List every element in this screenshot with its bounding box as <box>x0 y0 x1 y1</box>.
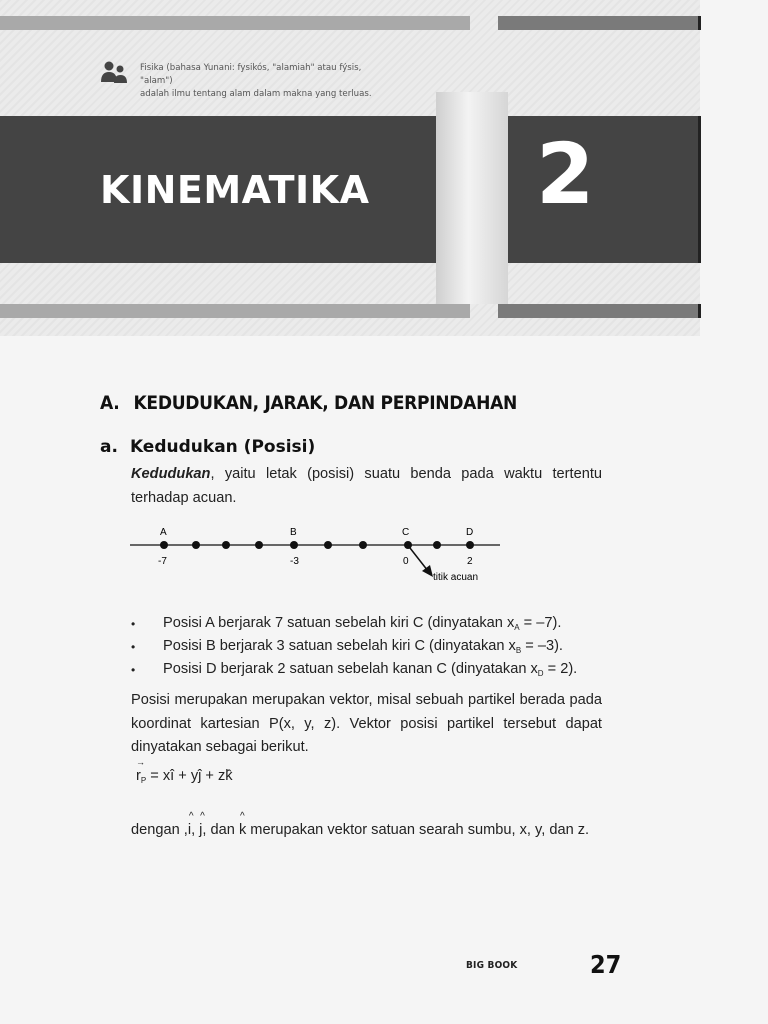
point-value: -3 <box>290 556 299 567</box>
point-label: A <box>160 527 167 538</box>
list-item-text: Posisi D berjarak 2 satuan sebelah kanan C (dinyatakan $x_D = 2$). <box>163 661 578 678</box>
tick-point <box>433 541 441 549</box>
bullet-dot: • <box>131 616 136 631</box>
tick-point <box>222 541 230 549</box>
list-item-text: Posisi B berjarak 3 satuan sebelah kiri C (dinyatakan $x_B = -3$). <box>163 638 563 655</box>
point-label: B <box>290 527 297 538</box>
definition-text: , yaitu letak (posisi) suatu benda pada waktu tertentu terhadap acuan. <box>131 466 602 506</box>
list-item <box>131 658 611 681</box>
reference-label: titik acuan <box>433 572 479 583</box>
tick-point <box>359 541 367 549</box>
header-stripe <box>498 304 700 318</box>
unit-vector-paragraph: dengan , ^ i, ^ j, dan ^ k merupakan vektor satuan searah sumbu, x, y, dan z. <box>131 819 602 843</box>
section-title: KEDUDUKAN, JARAK, DAN PERPINDAHAN <box>133 392 518 414</box>
reference-arrowhead <box>422 565 433 577</box>
header-stripe <box>498 16 700 30</box>
vector-paragraph: Posisi merupakan merupakan vektor, misal sebuah partikel berada pada koordinat kartesian P(x, y, z). Vektor posisi partikel tersebut dapat dinyatakan sebagai berikut. <box>131 692 602 755</box>
header-stripe <box>0 304 470 318</box>
chapter-header <box>0 0 700 336</box>
unit-i: ^ i <box>187 811 194 838</box>
point-value: 0 <box>403 556 409 567</box>
position-list <box>131 612 611 681</box>
point-value: 2 <box>467 556 473 567</box>
subsection-heading <box>100 437 315 457</box>
bullet-dot: • <box>131 662 136 677</box>
edge-mark <box>698 16 701 30</box>
position-vector-formula: → $r_P$ = xî + yĵ + zk̂ <box>136 757 233 785</box>
quote-line: adalah ilmu tentang alam dalam makna yang terluas. <box>140 89 372 99</box>
definition-term: Kedudukan <box>131 466 211 482</box>
header-stripe <box>0 16 470 30</box>
page-number: 27 <box>590 950 622 979</box>
point-d <box>466 541 474 549</box>
point-c <box>404 541 412 549</box>
chapter-title: KINEMATIKA <box>100 168 370 212</box>
bullet-dot: • <box>131 639 136 654</box>
edge-mark <box>698 116 701 263</box>
list-item-text: Posisi A berjarak 7 satuan sebelah kiri C (dinyatakan $x_A = -7$). <box>163 615 562 632</box>
page-footer <box>466 950 622 980</box>
tick-point <box>324 541 332 549</box>
chapter-number: 2 <box>536 125 595 223</box>
tick-point <box>192 541 200 549</box>
unit-k: ^ k <box>238 811 247 838</box>
section-heading <box>100 392 517 414</box>
definition-paragraph <box>131 463 602 510</box>
tick-point <box>255 541 263 549</box>
point-label: C <box>402 527 410 538</box>
quote-line: Fisika (bahasa Yunani: fysikós, "alamiah" atau fýsis, "alam") <box>140 63 362 86</box>
header-pillar <box>436 92 508 304</box>
header-quote <box>140 62 390 101</box>
book-label: BIG BOOK <box>466 960 518 971</box>
subsection-letter: a. <box>100 437 118 457</box>
point-a <box>160 541 168 549</box>
point-label: D <box>466 527 474 538</box>
unit-j: ^ j <box>199 811 205 838</box>
number-line <box>120 518 510 588</box>
list-item <box>131 635 611 658</box>
people-icon <box>100 60 128 86</box>
reference-arrow <box>410 548 428 571</box>
vector-r: → r <box>136 757 145 784</box>
edge-mark <box>698 304 701 318</box>
section-letter: A. <box>100 392 120 414</box>
point-value: -7 <box>158 556 167 567</box>
list-item <box>131 612 611 635</box>
subsection-title: Kedudukan (Posisi) <box>129 437 316 457</box>
point-b <box>290 541 298 549</box>
